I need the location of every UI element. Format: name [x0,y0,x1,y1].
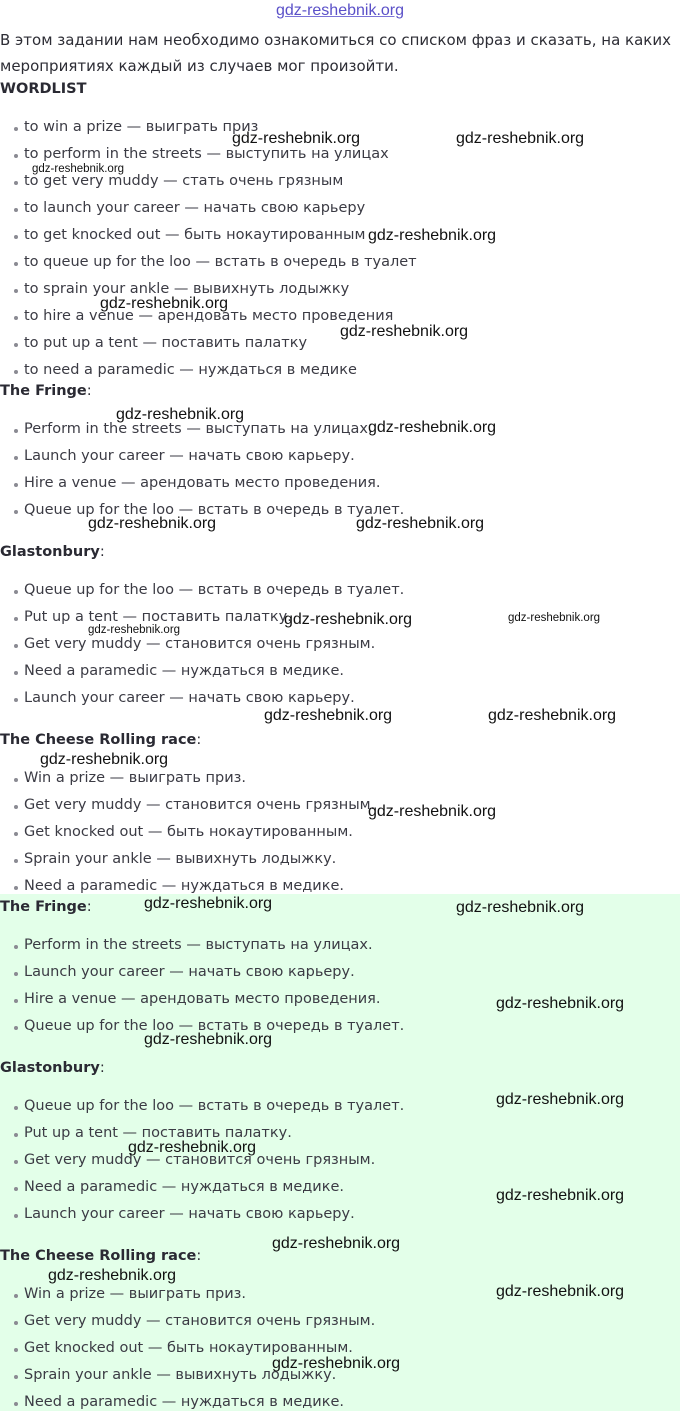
watermark: gdz-reshebnik.org [456,130,585,147]
list-item: Hire a venue — арендовать место проведения. [0,986,404,1013]
section-heading: The Cheese Rolling race: [0,732,202,748]
watermark: gdz-reshebnik.org [456,899,585,916]
list-item: Put up a tent — поставить палатку. [0,604,404,631]
list-item: Launch your career — начать свою карьеру. [0,1201,404,1228]
list-item: Get very muddy — становится очень грязным. [0,1308,375,1335]
list-item: Need a paramedic — нуждаться в медике. [0,873,375,900]
wordlist [0,114,417,384]
list-item: Get very muddy — становится очень грязным. [0,1147,404,1174]
watermark: gdz-reshebnik.org [32,163,125,175]
watermark: gdz-reshebnik.org [40,751,169,768]
list-item: Launch your career — начать свою карьеру. [0,685,404,712]
watermark: gdz-reshebnik.org [368,419,497,436]
watermark: gdz-reshebnik.org [496,995,625,1012]
list-item: Win a prize — выиграть приз. [0,1281,375,1308]
section-title: The Fringe [0,899,87,915]
section-title: Glastonbury [0,544,100,560]
watermark: gdz-reshebnik.org [356,515,485,532]
list-item: Win a prize — выиграть приз. [0,765,375,792]
watermark: gdz-reshebnik.org [368,803,497,820]
watermark: gdz-reshebnik.org [284,611,413,628]
watermark: gdz-reshebnik.org [496,1187,625,1204]
list-item: to win a prize — выиграть приз [0,114,417,141]
list-item: to sprain your ankle — вывихнуть лодыжку [0,276,417,303]
list-item: to get very muddy — стать очень грязным [0,168,417,195]
section-title: The Cheese Rolling race [0,1248,197,1264]
watermark: gdz-reshebnik.org [272,1355,401,1372]
list-item: to launch your career — начать свою карьеру [0,195,417,222]
list-item: Need a paramedic — нуждаться в медике. [0,1389,375,1416]
list-item: Get very muddy — становится очень грязным. [0,631,404,658]
list-item: Queue up for the loo — встать в очередь в туалет. [0,1013,404,1040]
answer-section-list [0,1281,375,1416]
watermark: gdz-reshebnik.org [496,1091,625,1108]
list-item: Get knocked out — быть нокаутированным. [0,1335,375,1362]
watermark: gdz-reshebnik.org [48,1267,177,1284]
list-item: Queue up for the loo — встать в очередь в туалет. [0,577,404,604]
section-list [0,765,375,900]
watermark: gdz-reshebnik.org [232,130,361,147]
section-title: Glastonbury [0,1060,100,1076]
answer-section-list [0,932,404,1040]
list-item: to put up a tent — поставить палатку [0,330,417,357]
list-item: to get knocked out — быть нокаутированным [0,222,417,249]
section-title: The Fringe [0,383,87,399]
list-item: to queue up for the loo — встать в очередь в туалет [0,249,417,276]
list-item: to hire a venue — арендовать место проведения [0,303,417,330]
watermark: gdz-reshebnik.org [88,515,217,532]
wordlist-heading: WORDLIST [0,81,87,97]
answer-section-heading: Glastonbury: [0,1060,105,1076]
list-item: to need a paramedic — нуждаться в медике [0,357,417,384]
site-header-link[interactable]: gdz-reshebnik.org [275,2,405,19]
watermark: gdz-reshebnik.org [496,1283,625,1300]
watermark: gdz-reshebnik.org [508,612,601,624]
list-item: Queue up for the loo — встать в очередь в туалет. [0,1093,404,1120]
watermark: gdz-reshebnik.org [340,323,469,340]
list-item: Sprain your ankle — вывихнуть лодыжку. [0,1362,375,1389]
list-item: Launch your career — начать свою карьеру. [0,959,404,986]
list-item: Get very muddy — становится очень грязным. [0,792,375,819]
watermark: gdz-reshebnik.org [100,295,229,312]
list-item: Launch your career — начать свою карьеру. [0,443,404,470]
watermark: gdz-reshebnik.org [264,707,393,724]
watermark: gdz-reshebnik.org [116,406,245,423]
watermark: gdz-reshebnik.org [144,1031,273,1048]
section-heading: The Fringe: [0,383,92,399]
watermark: gdz-reshebnik.org [128,1139,257,1156]
intro-paragraph: В этом задании нам необходимо ознакомиться со списком фраз и сказать, на каких мероприятиях каждый из случаев мог произойти. [0,31,671,75]
section-heading: Glastonbury: [0,544,105,560]
list-item: Queue up for the loo — встать в очередь в туалет. [0,497,404,524]
section-list [0,577,404,712]
list-item: Perform in the streets — выступать на улицах. [0,416,404,443]
watermark: gdz-reshebnik.org [368,227,497,244]
answer-section-list [0,1093,404,1228]
answer-section-heading: The Fringe: [0,899,92,915]
watermark: gdz-reshebnik.org [272,1235,401,1252]
list-item: to perform in the streets — выступить на улицах [0,141,417,168]
list-item: Need a paramedic — нуждаться в медике. [0,658,404,685]
list-item: Get knocked out — быть нокаутированным. [0,819,375,846]
list-item: Perform in the streets — выступать на улицах. [0,932,404,959]
section-title: The Cheese Rolling race [0,732,197,748]
watermark: gdz-reshebnik.org [88,624,181,636]
list-item: Hire a venue — арендовать место проведения. [0,470,404,497]
section-list [0,416,404,524]
watermark: gdz-reshebnik.org [144,895,273,912]
list-item: Sprain your ankle — вывихнуть лодыжку. [0,846,375,873]
list-item: Put up a tent — поставить палатку. [0,1120,404,1147]
list-item: Need a paramedic — нуждаться в медике. [0,1174,404,1201]
answer-section-heading: The Cheese Rolling race: [0,1248,202,1264]
watermark: gdz-reshebnik.org [488,707,617,724]
